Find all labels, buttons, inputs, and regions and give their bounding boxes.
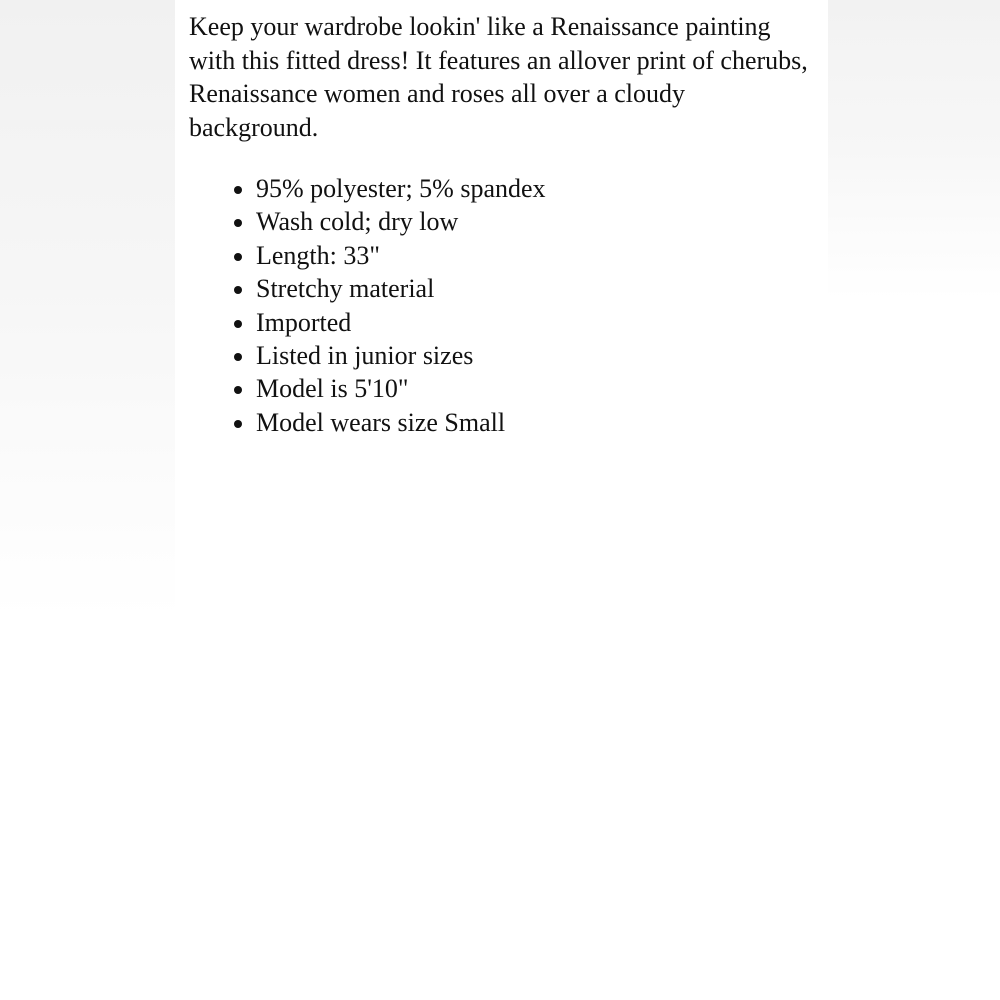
feature-item: • Length: 33" [256,239,546,272]
feature-item: • Wash cold; dry low [256,205,546,238]
left-background-shade [0,0,175,620]
feature-item: • Imported [256,306,546,339]
product-details-panel [175,0,828,1000]
feature-item: • Stretchy material [256,272,546,305]
feature-item: • 95% polyester; 5% spandex [256,172,546,205]
feature-item: • Model is 5'10" [256,372,546,405]
product-description: Keep your wardrobe lookin' like a Renaissance painting with this fitted dress! It features an allover print of cherubs, Renaissance women and roses all over a cloudy background. [189,12,808,142]
feature-list [228,172,546,439]
right-background-shade [828,0,1000,300]
feature-item: • Model wears size Small [256,406,546,439]
feature-item: • Listed in junior sizes [256,339,546,372]
